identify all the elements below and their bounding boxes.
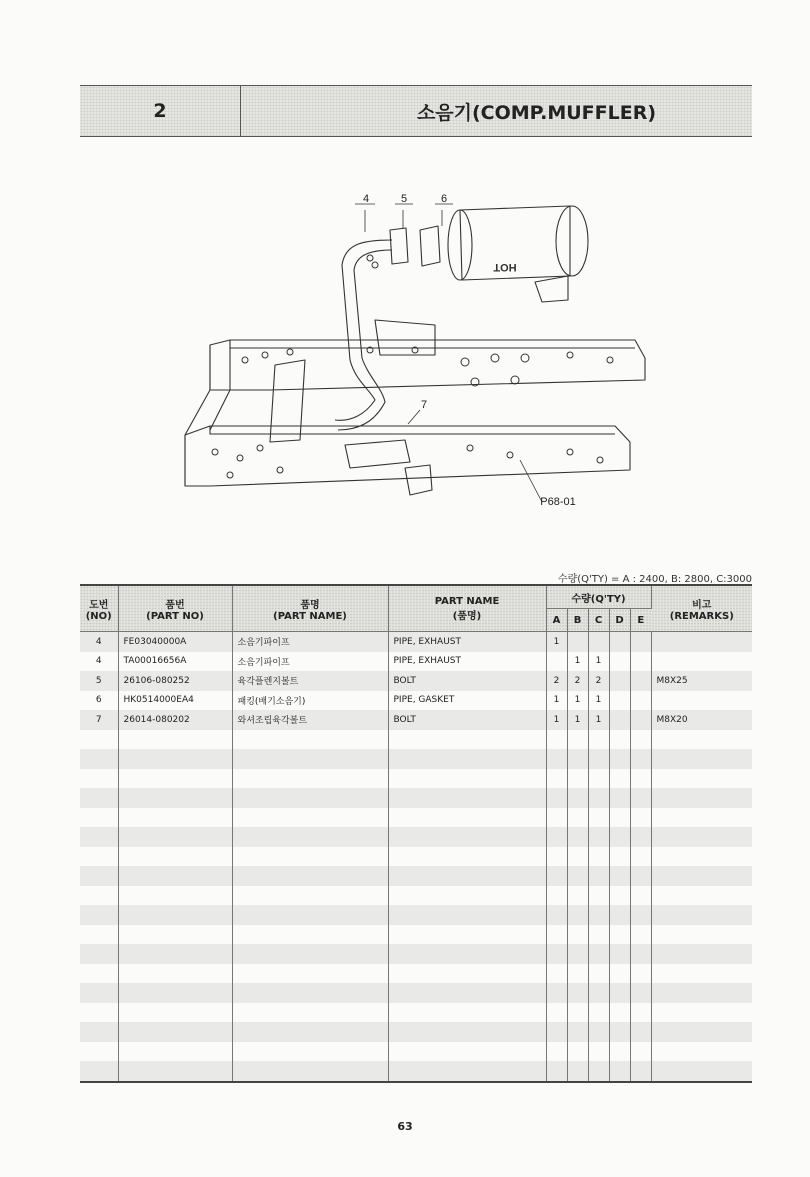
table-row	[80, 710, 752, 730]
frame-cross-left	[185, 345, 210, 435]
cell-e	[630, 652, 651, 672]
col-header-part-name: PART NAME (품명)	[388, 585, 546, 632]
empty-table-row	[80, 886, 752, 906]
cell-a: 1	[546, 710, 567, 730]
cell-b: 1	[567, 652, 588, 672]
flange	[390, 228, 408, 264]
col-header-part-name-ko: 품명 (PART NAME)	[232, 585, 388, 632]
empty-table-row	[80, 749, 752, 769]
col-header-qty-c: C	[588, 609, 609, 632]
bracket	[375, 320, 435, 355]
callout-5: 5	[400, 193, 408, 205]
cell-a: 1	[546, 632, 567, 652]
empty-table-row	[80, 925, 752, 945]
col-header-part-no: 품번 (PART NO)	[118, 585, 232, 632]
cell-b	[567, 632, 588, 652]
empty-table-row	[80, 1061, 752, 1082]
col-header-qty-a: A	[546, 609, 567, 632]
cell-no: 4	[80, 632, 118, 652]
empty-table-row	[80, 905, 752, 925]
cell-part-no: HK0514000EA4	[118, 691, 232, 711]
section-title: 소음기(COMP.MUFFLER)	[416, 101, 657, 124]
cell-c: 1	[588, 691, 609, 711]
cell-no: 4	[80, 652, 118, 672]
empty-table-row	[80, 808, 752, 828]
table-row	[80, 671, 752, 691]
cell-name-en: PIPE, GASKET	[388, 691, 546, 711]
empty-table-row	[80, 788, 752, 808]
empty-table-row	[80, 1022, 752, 1042]
cell-part-no: 26106-080252	[118, 671, 232, 691]
cell-part-no: FE03040000A	[118, 632, 232, 652]
table-row	[80, 632, 752, 652]
empty-table-row	[80, 827, 752, 847]
cell-no: 6	[80, 691, 118, 711]
cell-name-en: PIPE, EXHAUST	[388, 652, 546, 672]
cell-c: 1	[588, 652, 609, 672]
callout-6: 6	[440, 193, 448, 205]
cell-name-en: BOLT	[388, 671, 546, 691]
empty-table-row	[80, 730, 752, 750]
cell-e	[630, 691, 651, 711]
page-number: 63	[397, 1120, 413, 1133]
cell-d	[609, 710, 630, 730]
empty-table-row	[80, 1042, 752, 1062]
cell-a	[546, 652, 567, 672]
callout-4: 4	[362, 193, 370, 205]
cell-remarks	[651, 691, 752, 711]
table-row	[80, 652, 752, 672]
quantity-note: 수량(Q'TY) = A : 2400, B: 2800, C:3000	[557, 574, 752, 585]
col-header-qty-e: E	[630, 609, 651, 632]
cell-name-ko: 육각플렌지볼트	[232, 671, 388, 691]
cell-d	[609, 652, 630, 672]
frame-cross-middle	[270, 360, 305, 442]
col-header-qty-b: B	[567, 609, 588, 632]
cell-d	[609, 671, 630, 691]
empty-table-row	[80, 983, 752, 1003]
cell-no: 7	[80, 710, 118, 730]
cell-e	[630, 710, 651, 730]
muffler-assembly-diagram	[170, 190, 670, 520]
cell-a: 1	[546, 691, 567, 711]
cell-remarks	[651, 632, 752, 652]
empty-table-row	[80, 866, 752, 886]
cell-name-ko: 소음기파이프	[232, 652, 388, 672]
cell-part-no: 26014-080202	[118, 710, 232, 730]
cell-b: 1	[567, 710, 588, 730]
cell-c	[588, 632, 609, 652]
gasket	[420, 226, 440, 266]
cell-e	[630, 632, 651, 652]
cell-c: 2	[588, 671, 609, 691]
exhaust-pipe	[335, 240, 392, 420]
table-row	[80, 691, 752, 711]
empty-table-row	[80, 1003, 752, 1023]
cell-a: 2	[546, 671, 567, 691]
cell-name-ko: 패킹(배기소음기)	[232, 691, 388, 711]
cell-name-ko: 소음기파이프	[232, 632, 388, 652]
cell-c: 1	[588, 710, 609, 730]
empty-table-row	[80, 964, 752, 984]
col-header-qty-d: D	[609, 609, 630, 632]
col-header-qty: 수량(Q'TY)	[546, 585, 651, 609]
empty-table-row	[80, 944, 752, 964]
cell-remarks: M8X20	[651, 710, 752, 730]
cell-no: 5	[80, 671, 118, 691]
cell-d	[609, 632, 630, 652]
section-header	[80, 85, 752, 137]
cell-d	[609, 691, 630, 711]
muffler-hot-label: HOT	[493, 261, 517, 273]
col-header-remarks: 비고 (REMARKS)	[651, 585, 752, 632]
cell-name-ko: 와셔조립육각볼트	[232, 710, 388, 730]
cell-name-en: BOLT	[388, 710, 546, 730]
cell-name-en: PIPE, EXHAUST	[388, 632, 546, 652]
cell-remarks	[651, 652, 752, 672]
frame-rail-front	[185, 426, 630, 486]
cell-e	[630, 671, 651, 691]
cell-b: 2	[567, 671, 588, 691]
empty-table-row	[80, 847, 752, 867]
figure-code: P68-01	[540, 496, 576, 508]
col-header-no: 도번 (NO)	[80, 585, 118, 632]
cell-remarks: M8X25	[651, 671, 752, 691]
empty-table-row	[80, 769, 752, 789]
section-number: 2	[80, 86, 241, 136]
cell-b: 1	[567, 691, 588, 711]
callout-7: 7	[420, 399, 428, 411]
parts-table	[80, 584, 752, 1083]
cell-part-no: TA00016656A	[118, 652, 232, 672]
